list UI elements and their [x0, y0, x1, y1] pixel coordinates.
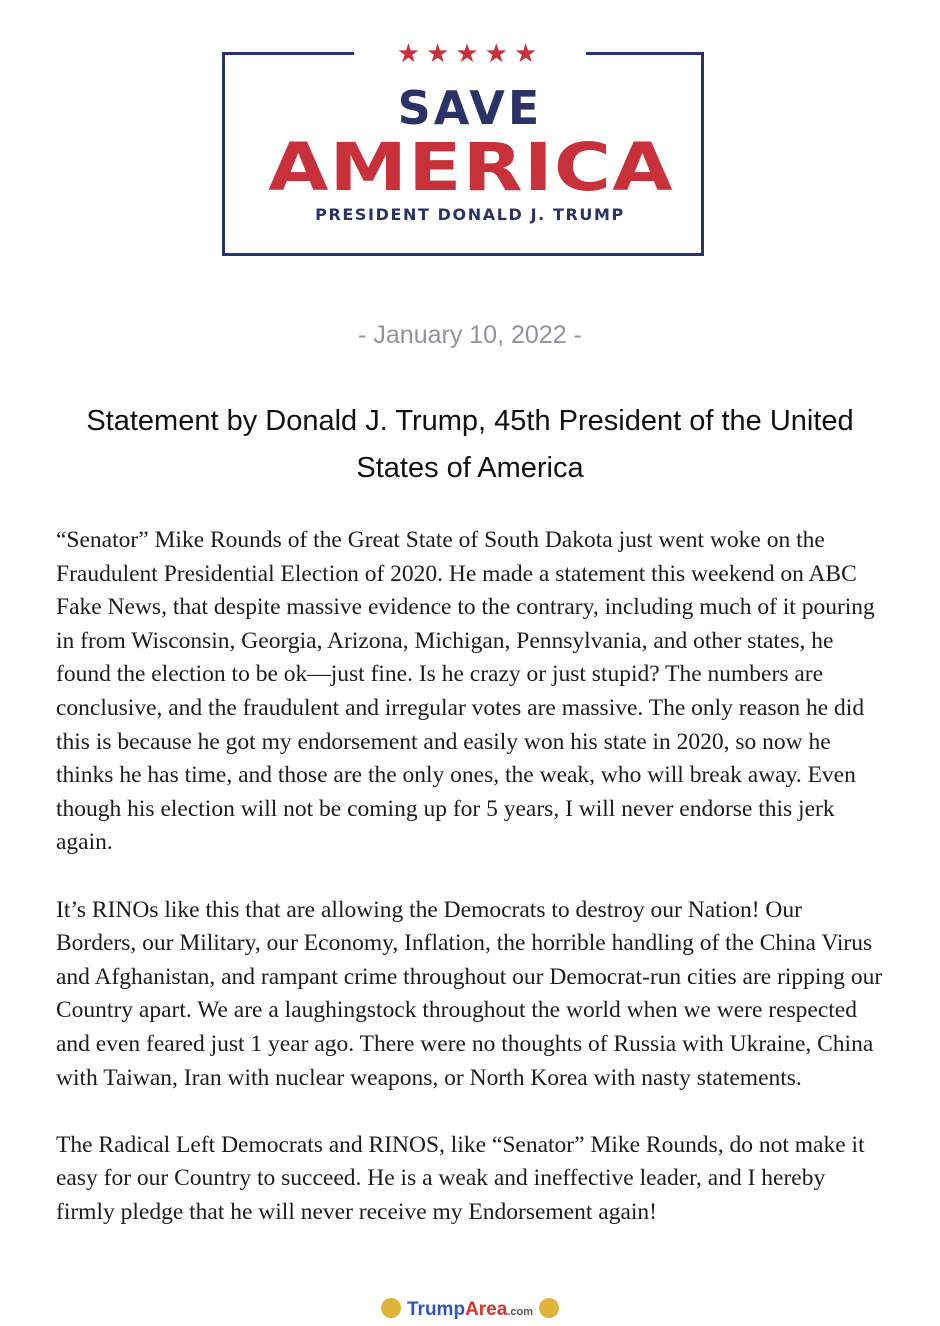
trump-head-icon [539, 1298, 559, 1318]
stars-icon: ★★★★★ [354, 34, 586, 74]
paragraph-1: “Senator” Mike Rounds of the Great State of South Dakota just went woke on the Fraudulent Presidential Election of 2020. He made a statement this weekend on ABC Fake News, that despite massive evidence to the contrary, including much of it pouring in from Wisconsin, Georgia, Arizona, Michigan, Pennsylvania, and other states, he found the election to be ok—just fine. Is he crazy or just stupid? The numbers are conclusive, and the fraudulent and irregular votes are massive. The only reason he did this is because he got my endorsement and easily won his state in 2020, so now he thinks he has time, and those are the only ones, the weak, who will break away. Even though his election will not be coming up for 5 years, I will never endorse this jerk again. [56, 527, 875, 856]
statement-date: - January 10, 2022 - [358, 321, 582, 349]
watermark-brand-1: Trump [407, 1299, 466, 1320]
statement-title: Statement by Donald J. Trump, 45th President of the United States of America [86, 405, 854, 484]
trump-head-icon [381, 1298, 401, 1318]
statement-body [56, 524, 886, 1263]
watermark-suffix: .com [507, 1306, 533, 1318]
paragraph-3: The Radical Left Democrats and RINOS, like “Senator” Mike Rounds, do not make it easy for our Country to succeed. He is a weak and ineffective leader, and I hereby firmly pledge that he will never receive my Endorsement again! [56, 1131, 865, 1225]
watermark [0, 1296, 940, 1323]
logo-america-text: AMERICA [268, 129, 674, 206]
paragraph-2: It’s RINOs like this that are allowing the Democrats to destroy our Nation! Our Borders, our Military, our Economy, Inflation, the horrible handling of the China Virus and Afghanistan, and rampant crime throughout our Democrat-run cities are ripping our Country apart. We are a laughingstock throughout the world when we were respected and even feared just 1 year ago. There were no thoughts of Russia with Ukraine, China with Taiwan, Iran with nuclear weapons, or North Korea with nasty statements. [56, 896, 883, 1091]
logo-save-text: SAVE [397, 81, 543, 135]
watermark-brand-2: Area [465, 1299, 508, 1320]
logo-subtitle: PRESIDENT DONALD J. TRUMP [315, 205, 625, 224]
